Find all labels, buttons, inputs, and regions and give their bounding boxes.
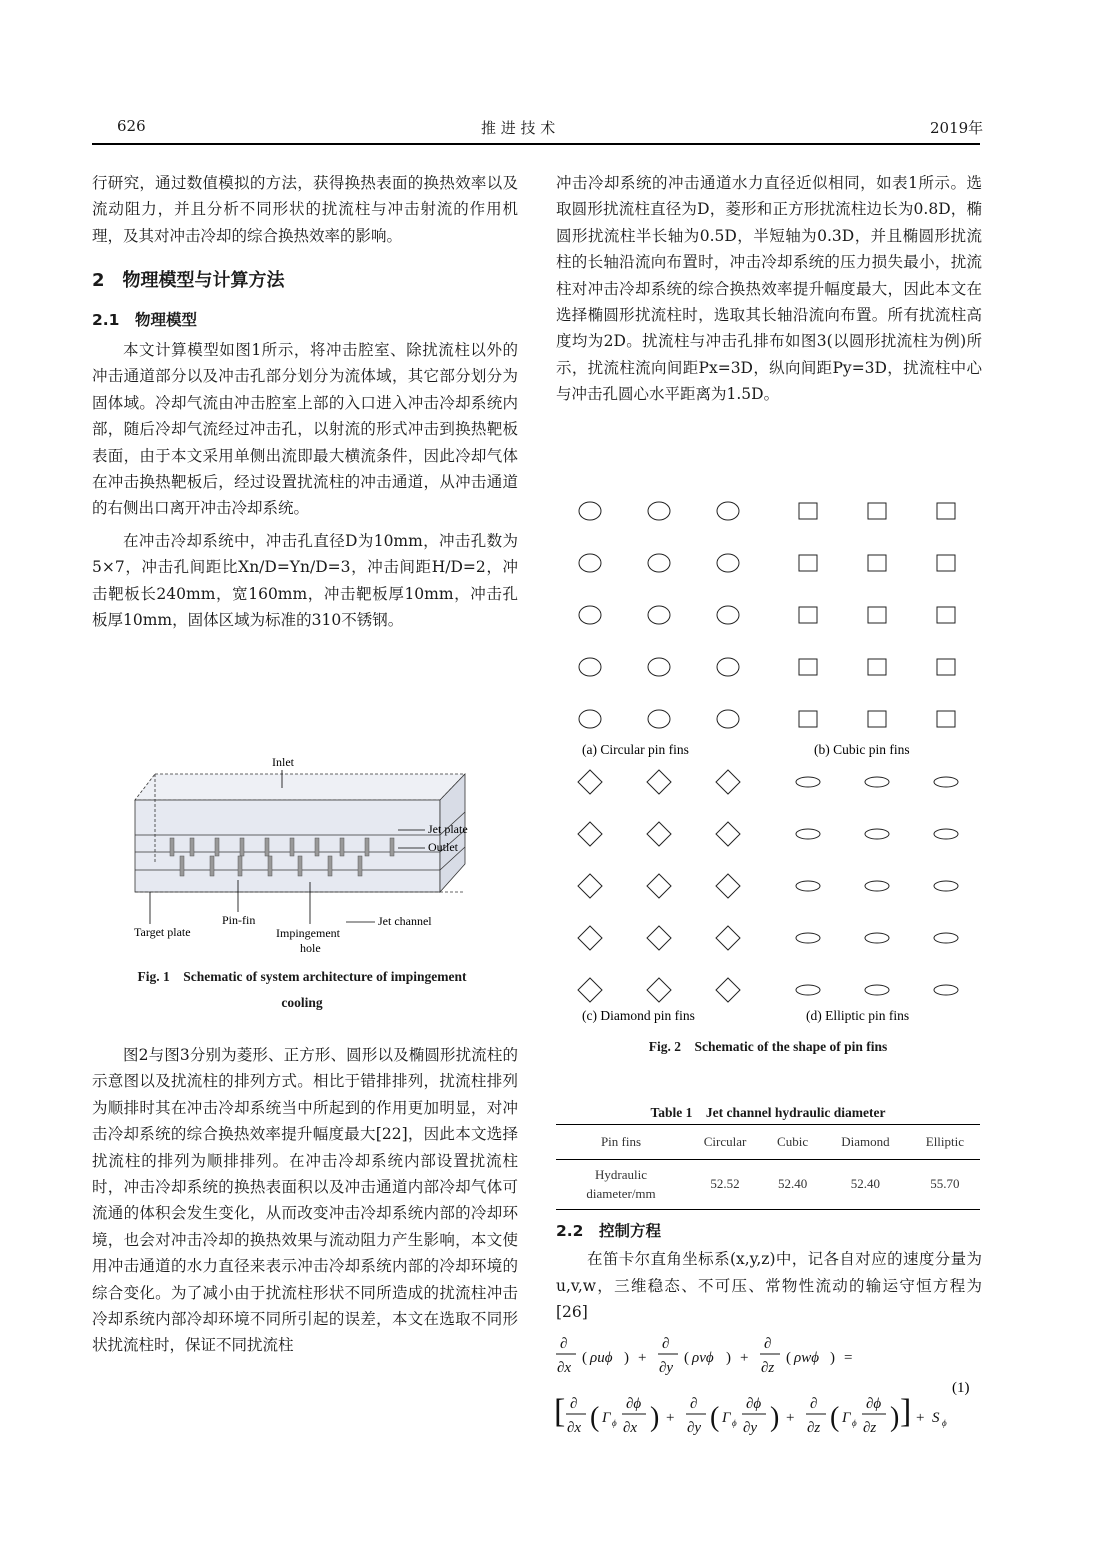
paragraph: 在冲击冷却系统中，冲击孔直径D为10mm，冲击孔数为5×7，冲击孔间距比Xn/D=Yn/D=3，冲击间距H/D=2，冲击靶板长240mm，宽160mm，冲击靶板厚10mm，冲击孔板厚10mm，固体区域为标准的310不锈钢。	[92, 531, 518, 630]
page-number: 626	[117, 117, 146, 135]
svg-text:Γ: Γ	[602, 1410, 611, 1426]
right-column-continued	[556, 1218, 982, 1326]
svg-text:ϕ: ϕ	[942, 1418, 947, 1428]
left-column	[92, 170, 518, 634]
caption-line: cooling	[281, 995, 323, 1010]
svg-text:∂x: ∂x	[557, 1360, 572, 1376]
label-jet-channel: Jet channel	[378, 914, 432, 928]
svg-text:(: (	[710, 1402, 720, 1433]
svg-text:=: =	[844, 1350, 853, 1366]
label-pin-fin: Pin-fin	[222, 913, 256, 927]
svg-text:∂z: ∂z	[761, 1360, 775, 1376]
paragraph: 本文计算模型如图1所示，将冲击腔室、除扰流柱以外的冲击通道部分以及冲击孔部分划分为流体域，其它部分划分为固体域。冷却气流由冲击腔室上部的入口进入冲击冷却系统内部，随后冷却气流经过冲击孔，以射流的形式冲击到换热靶板表面，由于本文采用单侧出流即最大横流条件，因此冷却气体在冲击换热靶板后，经过设置扰流柱的冲击通道，从冲击通道的右侧出口离开冲击冷却系统。	[92, 341, 518, 518]
table-cell: 52.40	[850, 1176, 881, 1192]
svg-text:): )	[890, 1402, 900, 1433]
figure-1-caption	[92, 964, 512, 1016]
table-row-label	[556, 1159, 686, 1209]
svg-text:Γ: Γ	[842, 1410, 851, 1426]
equation-1	[554, 1330, 980, 1445]
label-inlet: Inlet	[272, 755, 294, 769]
svg-text:): )	[650, 1402, 660, 1433]
svg-text:): )	[830, 1350, 835, 1366]
svg-text:(: (	[582, 1350, 587, 1366]
table-header: Circular	[703, 1133, 747, 1149]
svg-text:+: +	[786, 1410, 795, 1426]
svg-text:∂ϕ: ∂ϕ	[746, 1396, 762, 1412]
equation-number: (1)	[952, 1380, 970, 1396]
right-column	[556, 170, 982, 408]
table-cell: 52.52	[710, 1176, 740, 1192]
svg-text:(: (	[786, 1350, 791, 1366]
subfig-a-label: (a) Circular pin fins	[582, 742, 689, 757]
svg-text:+: +	[916, 1410, 925, 1426]
svg-text:[: [	[554, 1393, 566, 1430]
paragraph: 在笛卡尔直角坐标系(x,y,z)中，记各自对应的速度分量为u,v,w，三维稳态、不可压、常物性流动的输运守恒方程为[26]	[556, 1250, 982, 1322]
caption-line: Fig. 1 Schematic of system architecture of impingement	[137, 969, 467, 984]
label-target-plate: Target plate	[134, 925, 191, 939]
svg-text:∂y: ∂y	[687, 1420, 702, 1436]
svg-text:∂x: ∂x	[623, 1420, 638, 1436]
label-jet-plate: Jet plate	[428, 822, 468, 836]
svg-text:∂x: ∂x	[567, 1420, 582, 1436]
svg-text:∂: ∂	[810, 1396, 818, 1412]
svg-text:): )	[624, 1350, 629, 1366]
table-header: Pin fins	[600, 1133, 642, 1149]
svg-text:∂ϕ: ∂ϕ	[866, 1396, 882, 1412]
svg-text:ρwϕ: ρwϕ	[794, 1350, 819, 1366]
svg-text:): )	[726, 1350, 731, 1366]
svg-text:∂y: ∂y	[659, 1360, 674, 1376]
svg-text:ρvϕ: ρvϕ	[692, 1350, 714, 1366]
svg-text:S: S	[932, 1410, 940, 1426]
paragraph: 图2与图3分别为菱形、正方形、圆形以及椭圆形扰流柱的示意图以及扰流柱的排列方式。相比于错排排列，扰流柱排列为顺排时其在冲击冷却系统当中所起到的作用更加明显，对冲击冷却系统的综合换热效率提升幅度最大[22]，因此本文选择扰流柱的排列为顺排排列。在冲击冷却系统内部设置扰流柱时，冲击冷却系统的换热表面积以及冲击通道内部冷却气体可流通的体积会发生变化，从而改变冲击冷却系统内部的冷却环境，也会对冲击冷却的换热效果与流动阻力产生影响，本文使用冲击通道的水力直径来表示冲击冷却系统内部的冷却环境的综合变化。为了减小由于扰流柱形状不同所造成的扰流柱冲击冷却系统内部冷却环境不同所引起的误差，本文在选取不同形状扰流柱时，保证不同扰流柱	[92, 1046, 518, 1355]
svg-text:): )	[770, 1402, 780, 1433]
table-cell: 52.40	[777, 1176, 808, 1192]
left-column-continued	[92, 1042, 518, 1359]
figure-2-pin-fins	[560, 498, 980, 1028]
svg-text:∂z: ∂z	[863, 1420, 877, 1436]
paragraph: 行研究，通过数值模拟的方法，获得换热表面的换热效率以及流动阻力，并且分析不同形状的扰流柱与冲击射流的作用机理，及其对冲击冷却的综合换热效率的影响。	[92, 174, 518, 245]
row-label-line: diameter/mm	[586, 1186, 656, 1202]
svg-text:+: +	[740, 1350, 749, 1366]
svg-text:+: +	[638, 1350, 647, 1366]
svg-text:∂y: ∂y	[743, 1420, 758, 1436]
svg-text:∂: ∂	[570, 1396, 578, 1412]
header-year: 2019年	[930, 119, 984, 137]
subsection-heading: 2.2 控制方程	[556, 1222, 661, 1240]
header-rule	[92, 143, 980, 145]
svg-text:Γ: Γ	[722, 1410, 731, 1426]
table-1-caption: Table 1 Jet channel hydraulic diameter	[650, 1105, 886, 1120]
svg-text:∂z: ∂z	[807, 1420, 821, 1436]
subsection-heading: 2.1 物理模型	[92, 310, 197, 329]
svg-text:∂: ∂	[662, 1336, 670, 1352]
figure-1-schematic	[120, 752, 490, 962]
label-hole: hole	[300, 941, 321, 955]
svg-text:(: (	[590, 1402, 600, 1433]
table-header: Elliptic	[925, 1133, 965, 1149]
row-label-line: Hydraulic	[595, 1167, 647, 1183]
svg-text:ϕ: ϕ	[852, 1418, 857, 1428]
subfig-d-label: (d) Elliptic pin fins	[806, 1008, 910, 1023]
svg-text:∂: ∂	[560, 1336, 568, 1352]
table-header: Cubic	[777, 1133, 809, 1149]
svg-text:∂: ∂	[690, 1396, 698, 1412]
subfig-c-label: (c) Diamond pin fins	[582, 1008, 695, 1023]
table-1	[556, 1124, 980, 1210]
table-cell: 55.70	[930, 1176, 960, 1192]
svg-text:(: (	[830, 1402, 840, 1433]
svg-text:(: (	[684, 1350, 689, 1366]
journal-name: 推 进 技 术	[481, 119, 556, 137]
table-header: Diamond	[841, 1133, 890, 1149]
figure-2-caption: Fig. 2 Schematic of the shape of pin fins	[648, 1039, 888, 1054]
svg-text:+: +	[666, 1410, 675, 1426]
svg-text:ρuϕ: ρuϕ	[590, 1350, 613, 1366]
svg-text:ϕ: ϕ	[732, 1418, 737, 1428]
subfig-b-label: (b) Cubic pin fins	[814, 742, 910, 757]
svg-text:ϕ: ϕ	[612, 1418, 617, 1428]
paragraph: 冲击冷却系统的冲击通道水力直径近似相同，如表1所示。选取圆形扰流柱直径为D，菱形和正方形扰流柱边长为0.8D，椭圆形扰流柱半长轴为0.5D，半短轴为0.3D，并且椭圆形扰流柱的长轴沿流向布置时，冲击冷却系统的压力损失最小，扰流柱对冲击冷却系统的综合换热效率提升幅度最大，因此本文在选择椭圆形扰流柱时，选取其长轴沿流向布置。所有扰流柱高度均为2D。扰流柱与冲击孔排布如图3(以圆形扰流柱为例)所示，扰流柱流向间距Px=3D，纵向间距Py=3D，扰流柱中心与冲击孔圆心水平距离为1.5D。	[556, 174, 982, 404]
label-outlet: Outlet	[428, 840, 458, 854]
table-row	[556, 1159, 980, 1209]
section-heading: 2 物理模型与计算方法	[92, 270, 285, 292]
label-impingement: Impingement	[276, 926, 340, 940]
svg-text:∂ϕ: ∂ϕ	[626, 1396, 642, 1412]
svg-text:∂: ∂	[764, 1336, 772, 1352]
svg-text:]: ]	[900, 1393, 912, 1430]
